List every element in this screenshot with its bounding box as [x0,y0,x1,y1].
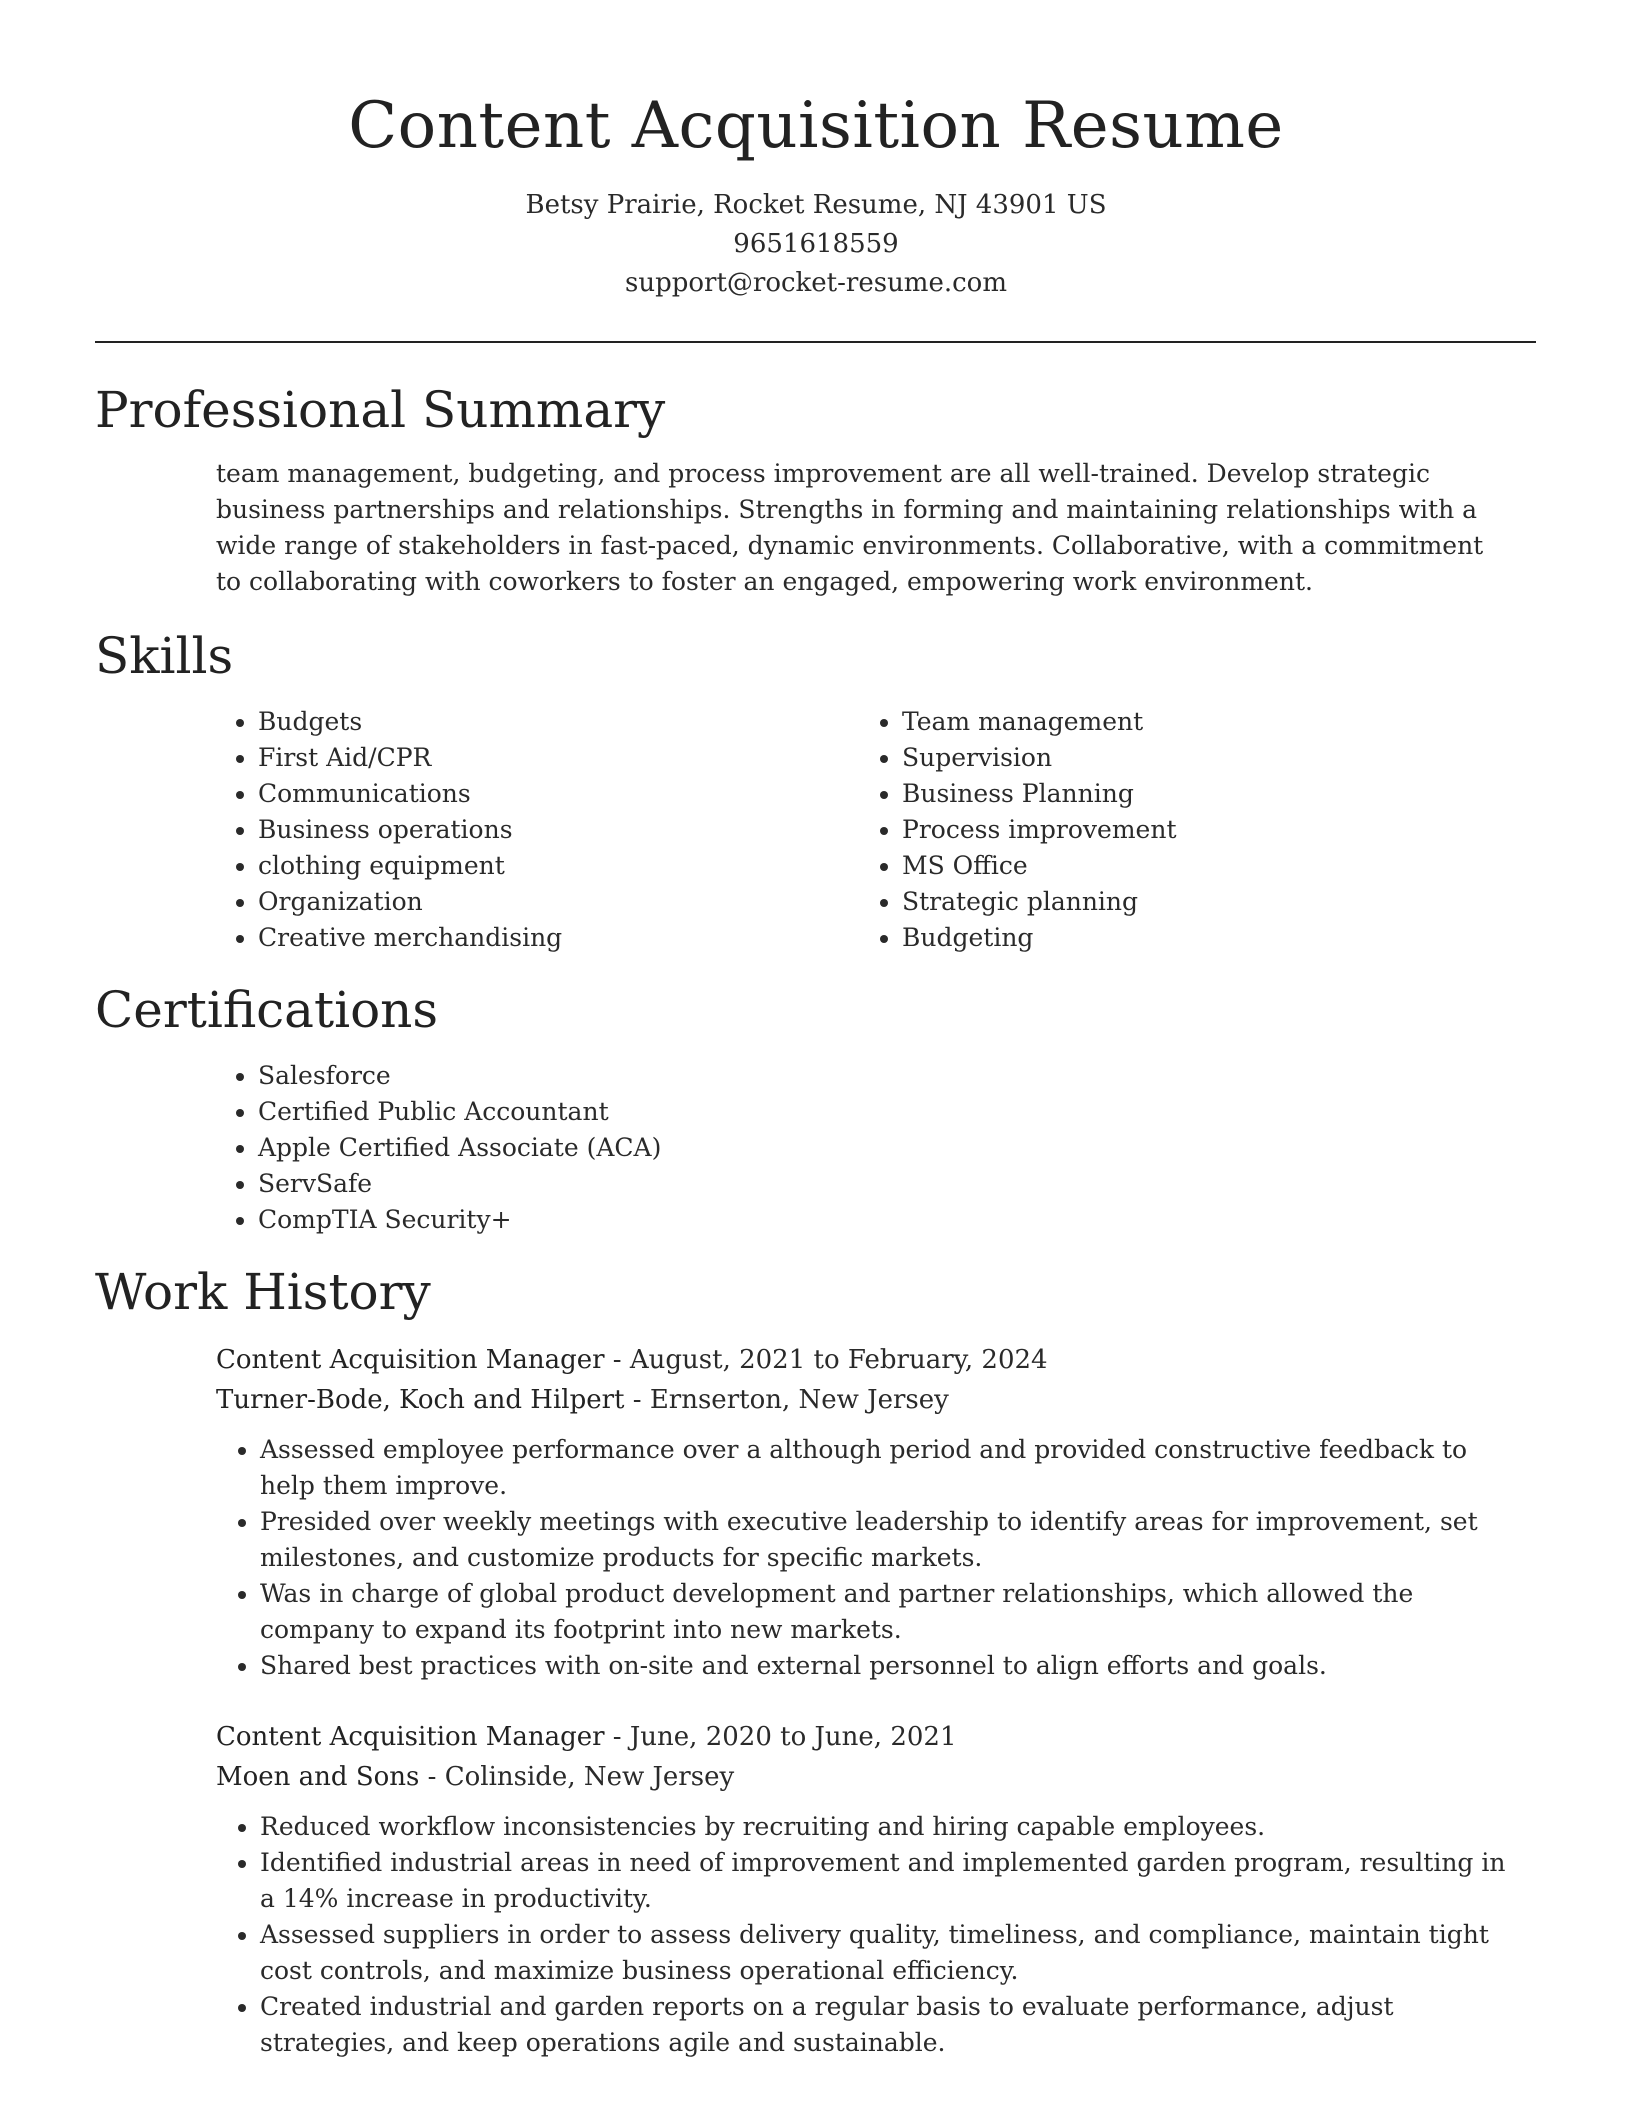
skill-item: • Team management [902,704,1478,740]
job-bullet: • Assessed suppliers in order to assess delivery quality, timeliness, and compliance, maintain tight cost controls, and maximize business operational efficiency. [260,1917,1516,1989]
job-bullets-container [216,1432,1516,1684]
summary-text: team management, budgeting, and process improvement are all well-trained. Develop strategic business partnerships and relationships. Strengths in forming and maintaining relationships with a wide range of stakeholders in fast-paced, dynamic environments. Collaborative, with a commitment to collaborating with coworkers to foster an engaged, empowering work environment. [216,459,1484,596]
certifications-column [214,1058,834,1238]
job-dates: - August, 2021 to February, 2024 [604,1345,1048,1375]
skill-item: • MS Office [902,848,1478,884]
job-role: Content Acquisition Manager [216,1722,605,1752]
skill-item: • Strategic planning [902,884,1478,920]
job-bullet: • Was in charge of global product development and partner relationships, which allowed the company to expand its footprint into new markets. [260,1576,1516,1648]
certification-item: • ServSafe [258,1166,834,1202]
skills-heading: Skills [95,627,234,685]
job-dates: - June, 2020 to June, 2021 [604,1722,957,1752]
skills-left-column [214,704,834,956]
job-bullet: • Identified industrial areas in need of improvement and implemented garden program, resulting in a 14% increase in productivity. [260,1845,1516,1917]
certification-item: • Certified Public Accountant [258,1094,834,1130]
certifications-list [214,1058,834,1238]
skill-item: • Communications [258,776,834,812]
work-history-heading: Work History [95,1263,431,1321]
job-bullet: • Reduced workflow inconsistencies by recruiting and hiring capable employees. [260,1809,1516,1845]
job-company: Moen and Sons [216,1762,420,1792]
certifications-heading: Certifications [95,981,439,1039]
certification-item: • Salesforce [258,1058,834,1094]
skill-item: • First Aid/CPR [258,740,834,776]
resume-header [0,84,1632,303]
skill-item: • Budgeting [902,920,1478,956]
skill-item: • Supervision [902,740,1478,776]
job-bullet: • Created industrial and garden reports on a regular basis to evaluate performance, adjust strategies, and keep operations agile and sustainable. [260,1989,1516,2061]
header-divider [95,341,1536,343]
skill-item: • Creative merchandising [258,920,834,956]
job-bullet: • Presided over weekly meetings with executive leadership to identify areas for improvement, set milestones, and customize products for specific markets. [260,1504,1516,1576]
contact-phone: 9651618559 [733,229,899,259]
skills-right-column [858,704,1478,956]
contact-address: Betsy Prairie, Rocket Resume, NJ 43901 US [525,190,1107,220]
job-role: Content Acquisition Manager [216,1345,605,1375]
resume-title: Content Acquisition Resume [348,89,1284,163]
job-bullet: • Assessed employee performance over a although period and provided constructive feedback to help them improve. [260,1432,1516,1504]
skill-item: • Budgets [258,704,834,740]
summary-heading: Professional Summary [95,381,666,439]
job-bullets-container [216,1809,1516,2061]
skills-left-list [214,704,834,956]
job-bullets [216,1432,1516,1684]
contact-email: support@rocket-resume.com [624,268,1007,298]
job-entry [216,1717,1516,2061]
job-company-line [216,1757,1516,1797]
job-location: - Colinside, New Jersey [419,1762,735,1792]
job-title-line [216,1340,1516,1380]
job-title-line [216,1717,1516,1757]
job-bullets [216,1809,1516,2061]
skill-item: • clothing equipment [258,848,834,884]
certification-item: • Apple Certified Associate (ACA) [258,1130,834,1166]
skills-right-list [858,704,1478,956]
skill-item: • Organization [258,884,834,920]
certification-item: • CompTIA Security+ [258,1202,834,1238]
job-bullet: • Shared best practices with on-site and external personnel to align efforts and goals. [260,1648,1516,1684]
skill-item: • Business Planning [902,776,1478,812]
job-entry [216,1340,1516,1684]
job-company: Turner-Bode, Koch and Hilpert [216,1385,625,1415]
job-location: - Ernserton, New Jersey [624,1385,949,1415]
contact-block [0,186,1632,303]
skill-item: • Business operations [258,812,834,848]
job-company-line [216,1380,1516,1420]
skill-item: • Process improvement [902,812,1478,848]
